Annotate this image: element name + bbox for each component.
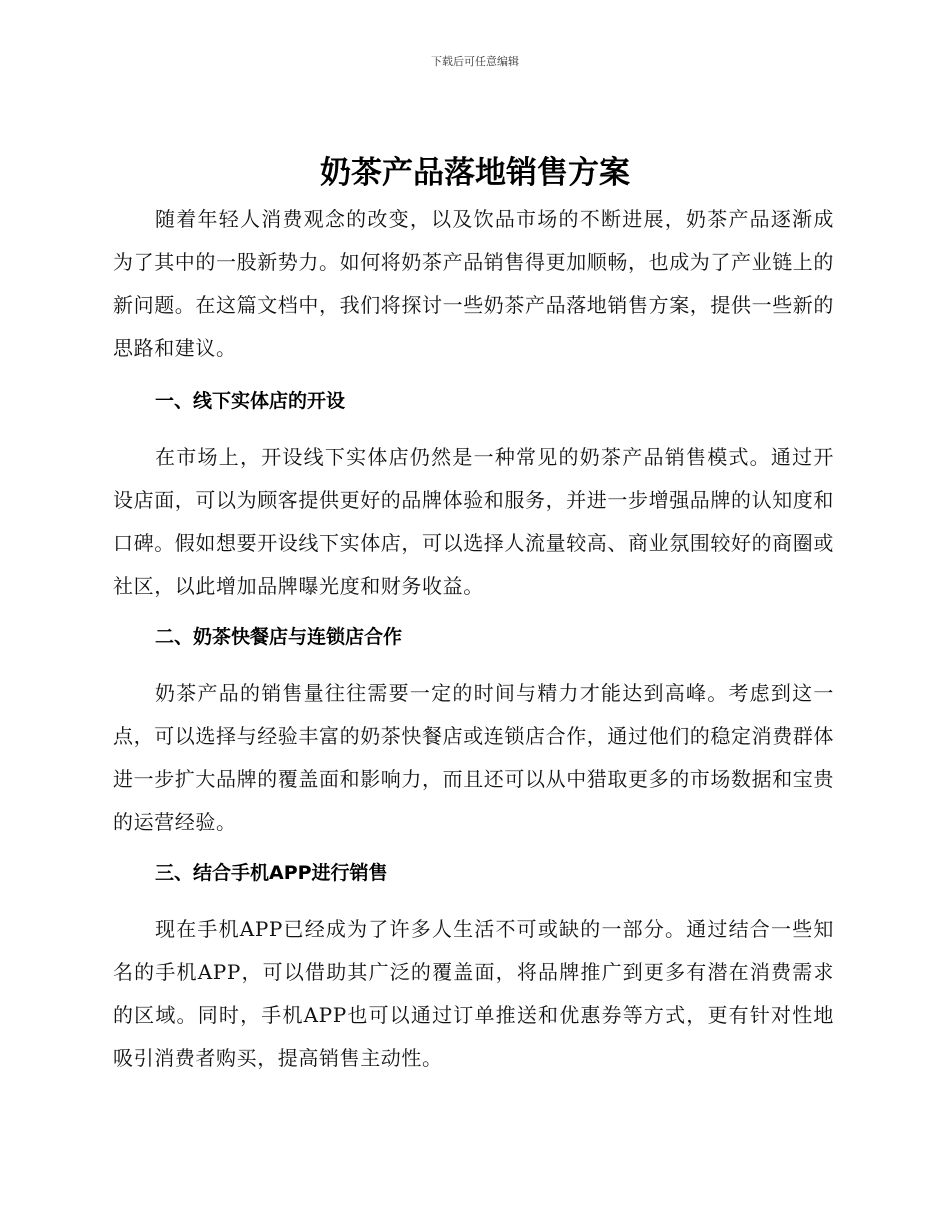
section-heading-offline-store: 一、线下实体店的开设 [155, 390, 346, 412]
page-header-note: 下载后可任意编辑 [431, 55, 519, 68]
section-heading-mobile-app: 三、结合手机APP进行销售 [155, 862, 388, 884]
section-body-offline-store: 在市场上，开设线下实体店仍然是一种常见的奶茶产品销售模式。通过开设店面，可以为顾客提供更好的品牌体验和服务，并进一步增强品牌的认知度和口碑。假如想要开设线下实体店，可以选择人流量较高、商业氛围较好的商圈或社区，以此增加品牌曝光度和财务收益。 [113, 445, 834, 598]
section-heading-chain-cooperation: 二、奶茶快餐店与连锁店合作 [155, 626, 403, 648]
section-body-mobile-app: 现在手机APP已经成为了许多人生活不可或缺的一部分。通过结合一些知名的手机APP，可以借助其广泛的覆盖面，将品牌推广到更多有潜在消费需求的区域。同时，手机APP也可以通过订单推送和优惠券等方式，更有针对性地吸引消费者购买，提高销售主动性。 [113, 917, 834, 1070]
document-title: 奶茶产品落地销售方案 [320, 155, 630, 191]
section-body-chain-cooperation: 奶茶产品的销售量往往需要一定的时间与精力才能达到高峰。考虑到这一点，可以选择与经验丰富的奶茶快餐店或连锁店合作，通过他们的稳定消费群体进一步扩大品牌的覆盖面和影响力，而且还可以从中猎取更多的市场数据和宝贵的运营经验。 [113, 681, 834, 834]
intro-paragraph: 随着年轻人消费观念的改变，以及饮品市场的不断进展，奶茶产品逐渐成为了其中的一股新势力。如何将奶茶产品销售得更加顺畅，也成为了产业链上的新问题。在这篇文档中，我们将探讨一些奶茶产品落地销售方案，提供一些新的思路和建议。 [113, 207, 834, 360]
